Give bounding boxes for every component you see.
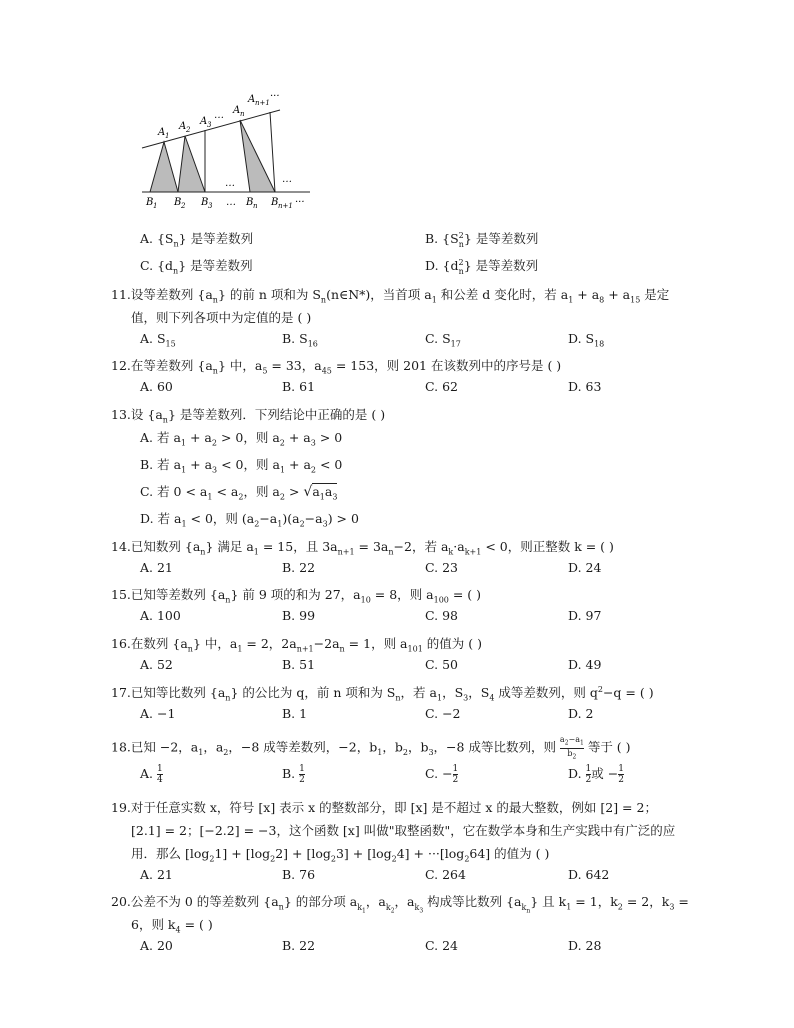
q16-stem: 16.在数列 $\{a_n\}$ 中，$a_1 = 2$，$2a_{n+1}-2a_n = 1$，则 $a_{101}$ 的值为 ( ) <box>111 636 482 654</box>
svg-text:…: … <box>226 197 236 208</box>
svg-text:A: A <box>200 116 208 127</box>
q12-option-a[interactable]: A. 60 <box>140 379 173 394</box>
q15-option-c[interactable]: C. 98 <box>425 608 458 623</box>
svg-text:A: A <box>233 105 241 116</box>
svg-text:B: B <box>271 197 279 208</box>
svg-text:n+1: n+1 <box>278 202 293 210</box>
q14-option-a[interactable]: A. 21 <box>140 560 173 575</box>
svg-text:A: A <box>158 127 166 138</box>
q20-option-a[interactable]: A. 20 <box>140 938 173 953</box>
q12-stem: 12.在等差数列 $\{a_n\}$ 中，$a_5 = 33$，$a_{45} = 153$，则 201 在该数列中的序号是 ( ) <box>111 358 562 376</box>
q19-stem-line3: 用．那么 $[\log_21] + [\log_22] + [\log_23] + [\log_24] + \cdot\cdot\cdot[\log_264]$ 的值为 ( ) <box>131 846 550 864</box>
q19-option-a[interactable]: A. 21 <box>140 867 173 882</box>
svg-text:3: 3 <box>207 121 212 129</box>
q20-option-c[interactable]: C. 24 <box>425 938 458 953</box>
q15-option-a[interactable]: A. 100 <box>140 608 181 623</box>
q17-option-a[interactable]: A. −1 <box>140 706 176 721</box>
svg-text:B: B <box>174 197 182 208</box>
svg-text:3: 3 <box>208 202 213 210</box>
sequence-figure <box>130 88 310 213</box>
q10-option-b[interactable]: B. $\{S^2_n\}$ 是等差数列 <box>425 230 539 249</box>
q19-stem-line2: [2.1] = 2；[−2.2] = −3，这个函数 [x] 叫做"取整函数"，它在数学本身和生产实践中有广泛的应 <box>131 823 676 838</box>
q12-option-b[interactable]: B. 61 <box>282 379 316 394</box>
q18-option-b[interactable]: B. $\frac{1}{2}$ <box>282 764 305 785</box>
q17-option-c[interactable]: C. −2 <box>425 706 461 721</box>
q11-stem-line2: 值，则下列各项中为定值的是 ( ) <box>131 310 312 325</box>
svg-text:B: B <box>146 197 154 208</box>
q15-stem: 15.已知等差数列 $\{a_n\}$ 前 9 项的和为 27，$a_{10} = 8$，则 $a_{100}$ = ( ) <box>111 587 482 605</box>
q12-option-c[interactable]: C. 62 <box>425 379 458 394</box>
q11-option-b[interactable]: B. $S_{16}$ <box>282 331 318 349</box>
svg-text:···: ··· <box>270 91 280 102</box>
q11-option-c[interactable]: C. $S_{17}$ <box>425 331 461 349</box>
q15-option-b[interactable]: B. 99 <box>282 608 316 623</box>
q16-option-a[interactable]: A. 52 <box>140 657 173 672</box>
q16-option-c[interactable]: C. 50 <box>425 657 458 672</box>
q12-option-d[interactable]: D. 63 <box>568 379 602 394</box>
q17-option-b[interactable]: B. 1 <box>282 706 308 721</box>
q13-stem: 13.设 $\{a_n\}$ 是等差数列．下列结论中正确的是 ( ) <box>111 407 386 425</box>
svg-text:1: 1 <box>165 132 170 140</box>
q15-option-d[interactable]: D. 97 <box>568 608 602 623</box>
q18-option-c[interactable]: C. − $\frac{1}{2}$ <box>425 764 459 785</box>
q13-option-d[interactable]: D. 若 $a_1 < 0$，则 $(a_2-a_1)(a_2-a_3) > 0$ <box>140 511 359 529</box>
q10-option-d[interactable]: D. $\{d^2_n\}$ 是等差数列 <box>425 257 539 276</box>
svg-text:n: n <box>253 202 258 210</box>
svg-text:2: 2 <box>186 126 191 134</box>
q18-option-d[interactable]: D. $\frac{1}{2}$ 或 − $\frac{1}{2}$ <box>568 764 624 785</box>
q17-option-d[interactable]: D. 2 <box>568 706 594 721</box>
q16-option-d[interactable]: D. 49 <box>568 657 602 672</box>
svg-text:A: A <box>248 94 256 105</box>
q13-option-c[interactable]: C. 若 $0 < a_1 < a_2$，则 $a_2 > √a_1a_3$ <box>140 484 338 502</box>
q20-option-b[interactable]: B. 22 <box>282 938 316 953</box>
q10-option-a[interactable]: A. $\{S_n\}$ 是等差数列 <box>140 231 254 249</box>
q14-option-d[interactable]: D. 24 <box>568 560 602 575</box>
q19-option-b[interactable]: B. 76 <box>282 867 316 882</box>
svg-text:2: 2 <box>181 202 186 210</box>
q20-option-d[interactable]: D. 28 <box>568 938 602 953</box>
q13-option-a[interactable]: A. 若 $a_1 + a_2 > 0$，则 $a_2 + a_3 > 0$ <box>140 430 343 448</box>
q19-option-c[interactable]: C. 264 <box>425 867 466 882</box>
svg-text:…: … <box>282 174 292 185</box>
q20-stem: 20.公差不为 0 的等差数列 $\{a_n\}$ 的部分项 $a_{k_1}$，$a_{k_2}$，$a_{k_3}$ 构成等比数列 $\{a_{k_n}\}$ 且 $k_1 = 1$，$k_2 = 2$，$k_3$ = <box>111 894 689 915</box>
svg-text:···: ··· <box>295 197 305 208</box>
q19-option-d[interactable]: D. 642 <box>568 867 610 882</box>
svg-text:…: … <box>225 178 235 189</box>
q11-option-d[interactable]: D. $S_{18}$ <box>568 331 605 349</box>
q13-option-b[interactable]: B. 若 $a_1 + a_3 < 0$，则 $a_1 + a_2 < 0$ <box>140 457 343 475</box>
q14-stem: 14.已知数列 $\{a_n\}$ 满足 $a_1 = 15$，且 $3a_{n+1} = 3a_n-2$，若 $a_k\cdot a_{k+1} < 0$，则正整数 k = ( ) <box>111 539 614 557</box>
svg-text:1: 1 <box>153 202 158 210</box>
q18-stem: 18.已知 −2，$a_1$，$a_2$，−8 成等差数列，−2，$b_1$，$b_2$，$b_3$，−8 成等比数列，则 $\frac{a_2-a_1}{b_2}$ 等于 ( ) <box>111 735 631 761</box>
q14-option-b[interactable]: B. 22 <box>282 560 316 575</box>
q19-stem: 19.对于任意实数 x，符号 [x] 表示 x 的整数部分，即 [x] 是不超过 x 的最大整数，例如 [2] = 2； <box>111 800 657 815</box>
svg-text:B: B <box>246 197 254 208</box>
q17-stem: 17.已知等比数列 $\{a_n\}$ 的公比为 q，前 n 项和为 $S_n$，若 $a_1$，$S_3$，$S_4$ 成等差数列，则 $q^2-q$ = ( ) <box>111 684 654 703</box>
svg-text:B: B <box>201 197 209 208</box>
q11-option-a[interactable]: A. $S_{15}$ <box>140 331 176 349</box>
q10-option-c[interactable]: C. $\{d_n\}$ 是等差数列 <box>140 258 253 276</box>
svg-text:n: n <box>240 110 245 118</box>
q11-stem: 11.设等差数列 $\{a_n\}$ 的前 n 项和为 $S_n(n\in N*)$，当首项 $a_1$ 和公差 d 变化时，若 $a_1 + a_8 + a_{15}$ 是定 <box>111 287 670 305</box>
svg-text:…: … <box>214 110 224 121</box>
q14-option-c[interactable]: C. 23 <box>425 560 458 575</box>
q18-option-a[interactable]: A. $\frac{1}{4}$ <box>140 764 163 785</box>
q20-stem-line2: 6，则 $k_4$ = ( ) <box>131 917 213 935</box>
svg-text:A: A <box>179 121 187 132</box>
q16-option-b[interactable]: B. 51 <box>282 657 316 672</box>
svg-text:n+1: n+1 <box>255 99 270 107</box>
